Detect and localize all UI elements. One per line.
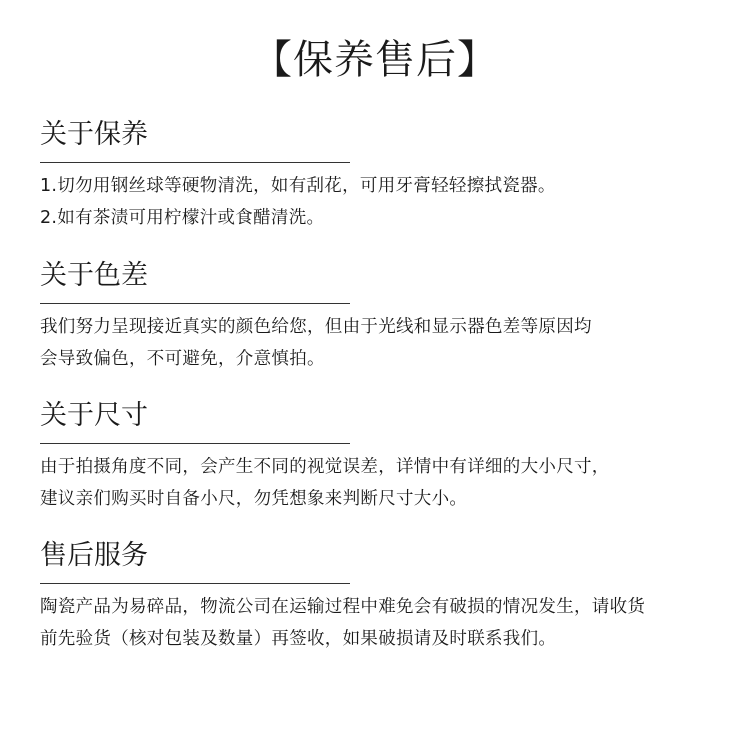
care-line-1: 1.切勿用钢丝球等硬物清洗，如有刮花，可用牙膏轻轻擦拭瓷器。 bbox=[40, 176, 556, 196]
section-heading-color-difference: 关于色差 bbox=[40, 260, 148, 291]
section-heading-care: 关于保养 bbox=[40, 119, 148, 150]
section-heading-after-sales: 售后服务 bbox=[40, 540, 148, 571]
section-heading-size: 关于尺寸 bbox=[40, 400, 148, 431]
page-title: 【保养售后】 bbox=[252, 37, 498, 83]
section-size bbox=[40, 399, 730, 515]
size-line-2: 建议亲们购买时自备小尺，勿凭想象来判断尺寸大小。 bbox=[40, 489, 468, 509]
size-line-1: 由于拍摄角度不同，会产生不同的视觉误差，详情中有详细的大小尺寸， bbox=[40, 457, 610, 477]
section-divider bbox=[40, 443, 350, 444]
color-line-1: 我们努力呈现接近真实的颜色给您，但由于光线和显示器色差等原因均 bbox=[40, 317, 592, 337]
section-care bbox=[40, 118, 730, 234]
after-sales-line-2: 前先验货（核对包装及数量）再签收，如果破损请及时联系我们。 bbox=[40, 629, 557, 649]
section-divider bbox=[40, 162, 350, 163]
section-divider bbox=[40, 583, 350, 584]
section-after-sales bbox=[40, 539, 730, 655]
section-color-difference bbox=[40, 259, 730, 375]
after-sales-line-1: 陶瓷产品为易碎品，物流公司在运输过程中难免会有破损的情况发生，请收货 bbox=[40, 597, 646, 617]
color-line-2: 会导致偏色，不可避免，介意慎拍。 bbox=[40, 349, 325, 369]
care-line-2: 2.如有茶渍可用柠檬汁或食醋清洗。 bbox=[40, 208, 325, 228]
section-divider bbox=[40, 303, 350, 304]
